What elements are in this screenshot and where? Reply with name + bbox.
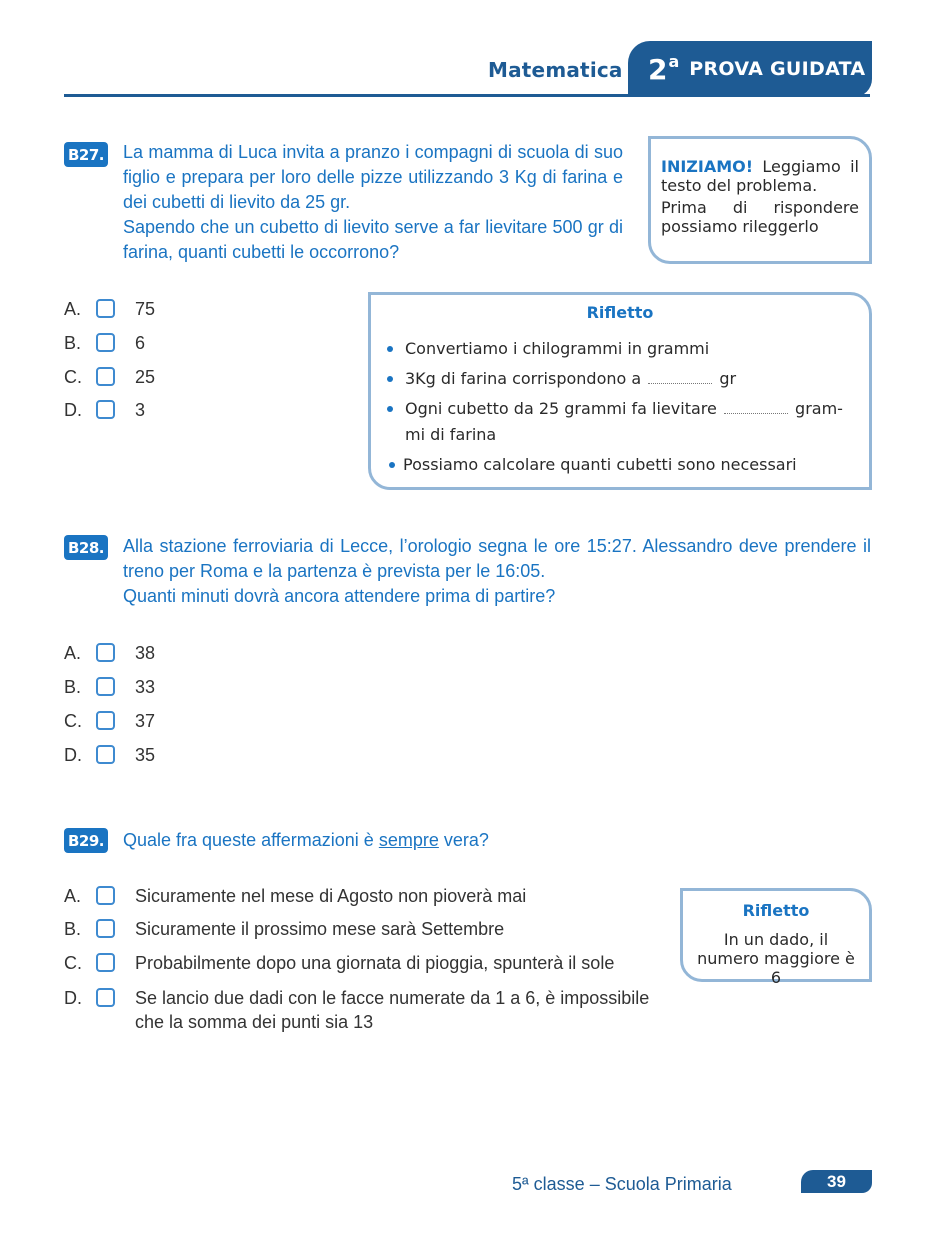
option-b27-b[interactable]: [64, 331, 145, 355]
bullet-3-text: Ogni cubetto da 25 grammi fa lievitare: [405, 399, 717, 418]
checkbox[interactable]: [96, 919, 115, 938]
subject-title: Matematica: [488, 58, 623, 82]
checkbox[interactable]: [96, 988, 115, 1007]
option-letter: D.: [64, 988, 82, 1008]
option-b27-d[interactable]: [64, 398, 145, 422]
iniziamo-text1: Leggiamo il testo del problema.: [661, 157, 859, 195]
bullet-2-suffix: gr: [719, 369, 737, 388]
option-letter: A.: [64, 886, 82, 906]
rifletto-list: [385, 336, 855, 478]
option-letter: A.: [64, 299, 82, 319]
question-b27-text-part1: La mamma di Luca invita a pranzo i compagni di scuola di suo figlio e prepara per loro delle pizze utilizzando 3 Kg di farina e dei cubetti di lievito da 25 gr.: [123, 142, 623, 212]
option-value: 33: [135, 677, 156, 697]
question-b29-text-before: Quale fra queste affermazioni è: [123, 830, 379, 850]
header-divider: [64, 94, 870, 97]
option-b28-c[interactable]: [64, 709, 155, 733]
option-letter: A.: [64, 643, 82, 663]
bullet-2-text: 3Kg di farina corrispondono a: [405, 369, 642, 388]
iniziamo-highlight: INIZIAMO!: [661, 157, 754, 176]
option-letter: C.: [64, 711, 82, 731]
option-letter: B.: [64, 677, 82, 697]
option-b28-d[interactable]: [64, 743, 155, 767]
prova-superscript: a: [668, 51, 680, 71]
option-value: 6: [135, 333, 146, 353]
checkbox[interactable]: [96, 333, 115, 352]
checkbox[interactable]: [96, 677, 115, 696]
iniziamo-line1: [661, 157, 859, 195]
fill-blank[interactable]: [724, 402, 788, 414]
question-badge-b28: B28.: [64, 535, 108, 560]
option-b29-c[interactable]: [64, 951, 674, 975]
checkbox[interactable]: [96, 643, 115, 662]
rifletto-bullet-4: Possiamo calcolare quanti cubetti sono necessari: [385, 452, 855, 478]
question-text-b27: [123, 140, 623, 265]
question-b29-emphasis: sempre: [378, 830, 439, 850]
option-b28-a[interactable]: [64, 641, 155, 665]
option-value: Probabilmente dopo una giornata di pioggia, spunterà il sole: [135, 953, 615, 973]
rifletto-title: Rifletto: [586, 303, 654, 322]
question-text-b29: [123, 828, 723, 853]
option-letter: D.: [64, 400, 82, 420]
rifletto-title: Rifletto: [742, 901, 810, 920]
checkbox[interactable]: [96, 745, 115, 764]
prova-label: PROVA GUIDATA: [689, 58, 866, 80]
iniziamo-text2: Prima di rispondere possiamo rileggerlo: [661, 198, 859, 236]
page-number: 39: [801, 1170, 872, 1193]
checkbox[interactable]: [96, 400, 115, 419]
fill-blank[interactable]: [648, 372, 712, 384]
option-value: 35: [135, 745, 156, 765]
bullet-3-suffix: gram-mi di farina: [405, 399, 843, 444]
checkbox[interactable]: [96, 367, 115, 386]
option-b29-a[interactable]: [64, 884, 664, 908]
question-b27-text-part2: Sapendo che un cubetto di lievito serve a far lievitare 500 gr di farina, quanti cubetti le occorrono?: [123, 217, 623, 262]
option-b29-b[interactable]: [64, 917, 664, 941]
rifletto-bullet-3: [385, 396, 855, 448]
option-b27-a[interactable]: [64, 297, 155, 321]
question-text-b28: [123, 534, 871, 609]
question-b29-text-after: vera?: [438, 830, 489, 850]
option-letter: B.: [64, 919, 82, 939]
option-value: Se lancio due dadi con le facce numerate da 1 a 6, è impossibile che la somma dei punti sia 13: [135, 988, 650, 1032]
question-badge-b29: B29.: [64, 828, 108, 853]
option-value: 3: [135, 400, 146, 420]
option-b28-b[interactable]: [64, 675, 155, 699]
checkbox[interactable]: [96, 711, 115, 730]
checkbox[interactable]: [96, 886, 115, 905]
option-b27-c[interactable]: [64, 365, 155, 389]
option-letter: D.: [64, 745, 82, 765]
iniziamo-note: [648, 136, 872, 264]
question-badge-b27: B27.: [64, 142, 108, 167]
prova-number: 2: [648, 52, 668, 86]
rifletto-note-b29: [680, 888, 872, 987]
option-value: 38: [135, 643, 156, 663]
rifletto-note-b27: [368, 292, 872, 490]
rifletto-body: In un dado, il numero maggiore è 6: [697, 930, 855, 987]
option-value: 37: [135, 711, 156, 731]
option-b29-d[interactable]: [64, 986, 664, 1034]
question-b28-text-part1: Alla stazione ferroviaria di Lecce, l’orologio segna le ore 15:27. Alessandro deve prendere il treno per Roma e la partenza è prevista per le 16:05.: [123, 536, 871, 581]
option-value: Sicuramente nel mese di Agosto non pioverà mai: [135, 886, 527, 906]
footer-class-label: 5ª classe – Scuola Primaria: [512, 1174, 732, 1194]
option-letter: C.: [64, 953, 82, 973]
option-value: 25: [135, 367, 156, 387]
checkbox[interactable]: [96, 953, 115, 972]
option-letter: C.: [64, 367, 82, 387]
prova-guidata-tab: [628, 41, 872, 97]
option-value: Sicuramente il prossimo mese sarà Settembre: [135, 919, 505, 939]
option-letter: B.: [64, 333, 82, 353]
question-b28-text-part2: Quanti minuti dovrà ancora attendere prima di partire?: [123, 586, 556, 606]
rifletto-bullet-2: [385, 366, 855, 392]
option-value: 75: [135, 299, 156, 319]
checkbox[interactable]: [96, 299, 115, 318]
rifletto-bullet-1: Convertiamo i chilogrammi in grammi: [385, 336, 855, 362]
